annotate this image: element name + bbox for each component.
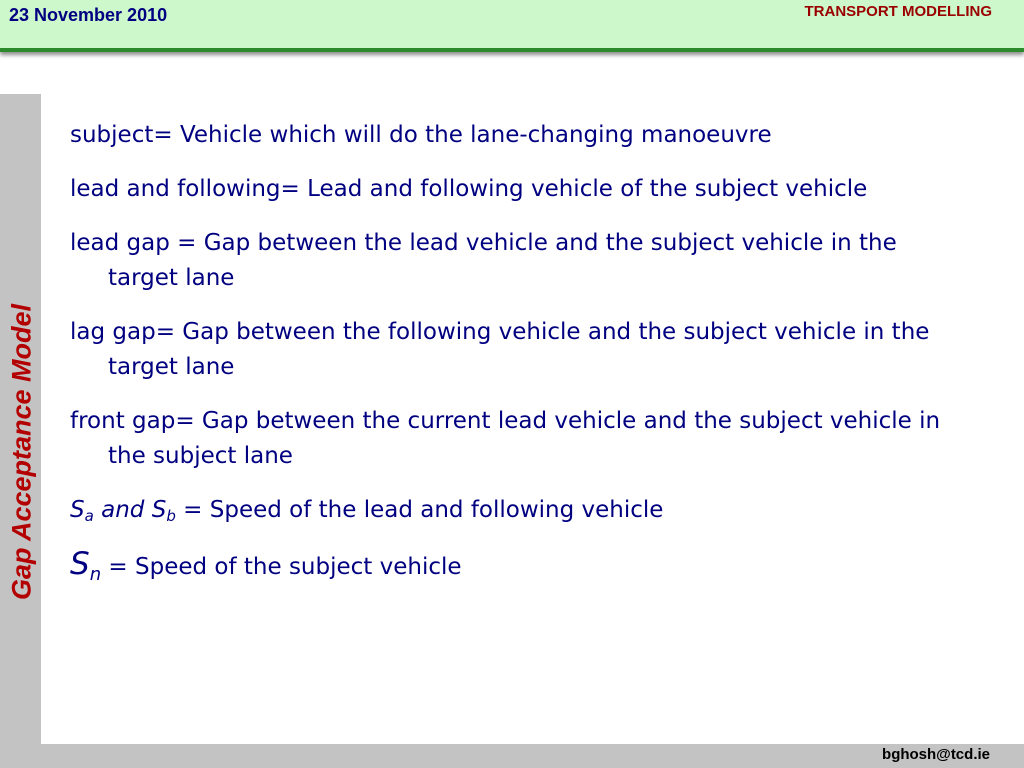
definition-speed-lead-following <box>70 493 970 528</box>
definition-subject: subject= Vehicle which will do the lane-changing manoeuvre <box>70 122 772 148</box>
definition-lag-gap: lag gap= Gap between the following vehicle and the subject vehicle in the target lane <box>70 319 930 380</box>
definition-lead-and-following: lead and following= Lead and following vehicle of the subject vehicle <box>70 176 868 202</box>
symbol-sn: $S_n$ <box>70 546 102 585</box>
symbol-sb: $S_b$ <box>151 497 176 525</box>
symbol-and: and <box>101 497 145 523</box>
date-label: 23 November 2010 <box>9 5 168 25</box>
header-bar <box>0 0 1024 52</box>
contact-email: bghosh@tcd.ie <box>882 746 990 763</box>
speed-lead-following-text: = Speed of the lead and following vehicle <box>183 497 664 523</box>
speed-subject-text: = Speed of the subject vehicle <box>108 554 462 580</box>
footer-bar <box>41 744 1024 768</box>
slide-title: Gap Acceptance Model <box>6 303 37 601</box>
course-title: TRANSPORT MODELLING <box>804 3 992 20</box>
definition-lead-gap: lead gap = Gap between the lead vehicle and the subject vehicle in the target lane <box>70 230 897 291</box>
definition-front-gap: front gap= Gap between the current lead vehicle and the subject vehicle in the subject lane <box>70 408 941 469</box>
symbol-sa: $S_a$ <box>70 497 94 525</box>
definition-speed-subject <box>70 547 970 585</box>
definitions-list <box>70 118 970 604</box>
